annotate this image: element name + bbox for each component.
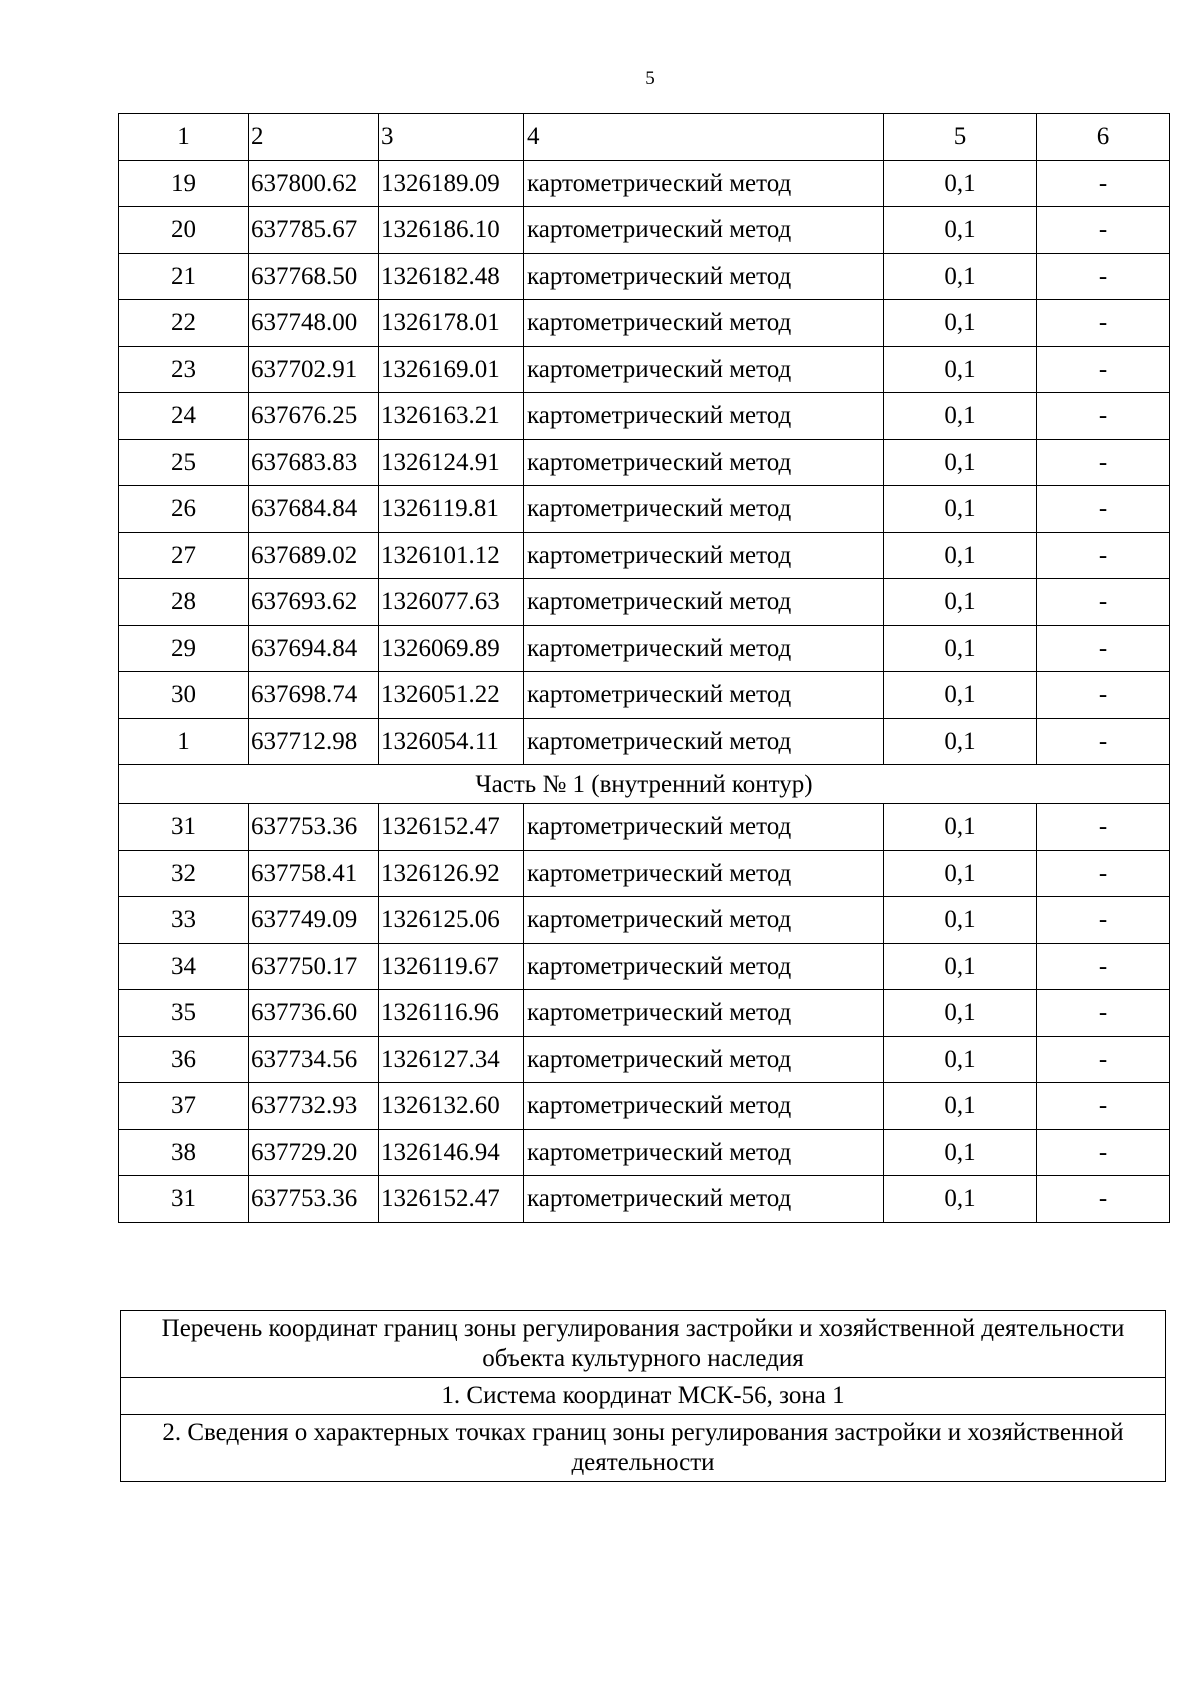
y-coordinate-cell: 1326101.12	[379, 532, 524, 579]
y-coordinate-cell: 1326116.96	[379, 990, 524, 1037]
point-number-cell: 35	[119, 990, 249, 1037]
table-row	[119, 990, 1170, 1037]
point-number-cell: 26	[119, 486, 249, 533]
method-cell: картометрический метод	[524, 532, 884, 579]
section-row	[119, 765, 1170, 804]
table-row	[119, 486, 1170, 533]
note-cell: -	[1037, 625, 1170, 672]
table-row	[119, 439, 1170, 486]
accuracy-cell: 0,1	[884, 207, 1037, 254]
point-number-cell: 25	[119, 439, 249, 486]
table-row	[119, 943, 1170, 990]
point-number-cell: 19	[119, 160, 249, 207]
accuracy-cell: 0,1	[884, 300, 1037, 347]
note-cell: -	[1037, 346, 1170, 393]
table-row	[119, 1176, 1170, 1223]
method-cell: картометрический метод	[524, 1129, 884, 1176]
accuracy-cell: 0,1	[884, 486, 1037, 533]
accuracy-cell: 0,1	[884, 850, 1037, 897]
note-cell: -	[1037, 393, 1170, 440]
method-cell: картометрический метод	[524, 1036, 884, 1083]
table-row	[119, 300, 1170, 347]
point-number-cell: 23	[119, 346, 249, 393]
y-coordinate-cell: 1326182.48	[379, 253, 524, 300]
x-coordinate-cell: 637753.36	[249, 1176, 379, 1223]
y-coordinate-cell: 1326119.81	[379, 486, 524, 533]
table-row	[119, 393, 1170, 440]
info-item-row	[121, 1415, 1166, 1482]
point-number-cell: 21	[119, 253, 249, 300]
point-number-cell: 34	[119, 943, 249, 990]
info-title: Перечень координат границ зоны регулирования застройки и хозяйственной деятельности объекта культурного наследия	[121, 1311, 1166, 1378]
method-cell: картометрический метод	[524, 579, 884, 626]
table-row	[119, 897, 1170, 944]
method-cell: картометрический метод	[524, 672, 884, 719]
point-number-cell: 31	[119, 804, 249, 851]
table-row	[119, 850, 1170, 897]
note-cell: -	[1037, 718, 1170, 765]
section-title: Часть № 1 (внутренний контур)	[119, 765, 1170, 804]
y-coordinate-cell: 1326152.47	[379, 804, 524, 851]
note-cell: -	[1037, 207, 1170, 254]
info-item-row	[121, 1378, 1166, 1415]
x-coordinate-cell: 637758.41	[249, 850, 379, 897]
column-header: 5	[884, 114, 1037, 161]
page-number: 5	[645, 68, 655, 89]
x-coordinate-cell: 637694.84	[249, 625, 379, 672]
y-coordinate-cell: 1326178.01	[379, 300, 524, 347]
y-coordinate-cell: 1326077.63	[379, 579, 524, 626]
method-cell: картометрический метод	[524, 300, 884, 347]
y-coordinate-cell: 1326189.09	[379, 160, 524, 207]
accuracy-cell: 0,1	[884, 718, 1037, 765]
point-number-cell: 33	[119, 897, 249, 944]
method-cell: картометрический метод	[524, 346, 884, 393]
accuracy-cell: 0,1	[884, 579, 1037, 626]
note-cell: -	[1037, 439, 1170, 486]
point-number-cell: 36	[119, 1036, 249, 1083]
y-coordinate-cell: 1326127.34	[379, 1036, 524, 1083]
x-coordinate-cell: 637702.91	[249, 346, 379, 393]
accuracy-cell: 0,1	[884, 625, 1037, 672]
coordinates-table	[118, 113, 1170, 1223]
y-coordinate-cell: 1326124.91	[379, 439, 524, 486]
note-cell: -	[1037, 897, 1170, 944]
method-cell: картометрический метод	[524, 253, 884, 300]
column-header: 4	[524, 114, 884, 161]
x-coordinate-cell: 637729.20	[249, 1129, 379, 1176]
accuracy-cell: 0,1	[884, 990, 1037, 1037]
note-cell: -	[1037, 1083, 1170, 1130]
method-cell: картометрический метод	[524, 850, 884, 897]
info-title-row	[121, 1311, 1166, 1378]
table-row	[119, 804, 1170, 851]
accuracy-cell: 0,1	[884, 346, 1037, 393]
y-coordinate-cell: 1326054.11	[379, 718, 524, 765]
y-coordinate-cell: 1326125.06	[379, 897, 524, 944]
note-cell: -	[1037, 579, 1170, 626]
y-coordinate-cell: 1326146.94	[379, 1129, 524, 1176]
x-coordinate-cell: 637785.67	[249, 207, 379, 254]
x-coordinate-cell: 637676.25	[249, 393, 379, 440]
table-row	[119, 532, 1170, 579]
method-cell: картометрический метод	[524, 625, 884, 672]
table-row	[119, 625, 1170, 672]
method-cell: картометрический метод	[524, 207, 884, 254]
note-cell: -	[1037, 943, 1170, 990]
accuracy-cell: 0,1	[884, 1036, 1037, 1083]
table-row	[119, 346, 1170, 393]
note-cell: -	[1037, 160, 1170, 207]
accuracy-cell: 0,1	[884, 1129, 1037, 1176]
y-coordinate-cell: 1326126.92	[379, 850, 524, 897]
info-table	[120, 1310, 1166, 1482]
note-cell: -	[1037, 1176, 1170, 1223]
coordinates-table-body	[119, 114, 1170, 1223]
y-coordinate-cell: 1326169.01	[379, 346, 524, 393]
point-number-cell: 22	[119, 300, 249, 347]
point-number-cell: 37	[119, 1083, 249, 1130]
point-number-cell: 32	[119, 850, 249, 897]
column-header: 3	[379, 114, 524, 161]
method-cell: картометрический метод	[524, 439, 884, 486]
point-number-cell: 20	[119, 207, 249, 254]
note-cell: -	[1037, 990, 1170, 1037]
x-coordinate-cell: 637734.56	[249, 1036, 379, 1083]
method-cell: картометрический метод	[524, 718, 884, 765]
accuracy-cell: 0,1	[884, 253, 1037, 300]
table-row	[119, 1083, 1170, 1130]
accuracy-cell: 0,1	[884, 672, 1037, 719]
table-row	[119, 1129, 1170, 1176]
boundary-points-item: 2. Сведения о характерных точках границ зоны регулирования застройки и хозяйственной деятельности	[121, 1415, 1166, 1482]
accuracy-cell: 0,1	[884, 943, 1037, 990]
method-cell: картометрический метод	[524, 486, 884, 533]
x-coordinate-cell: 637748.00	[249, 300, 379, 347]
note-cell: -	[1037, 1036, 1170, 1083]
y-coordinate-cell: 1326069.89	[379, 625, 524, 672]
accuracy-cell: 0,1	[884, 1083, 1037, 1130]
y-coordinate-cell: 1326152.47	[379, 1176, 524, 1223]
column-header: 1	[119, 114, 249, 161]
method-cell: картометрический метод	[524, 804, 884, 851]
x-coordinate-cell: 637732.93	[249, 1083, 379, 1130]
table-row	[119, 672, 1170, 719]
note-cell: -	[1037, 804, 1170, 851]
x-coordinate-cell: 637768.50	[249, 253, 379, 300]
table-row	[119, 718, 1170, 765]
column-header: 2	[249, 114, 379, 161]
method-cell: картометрический метод	[524, 897, 884, 944]
x-coordinate-cell: 637684.84	[249, 486, 379, 533]
table-row	[119, 1036, 1170, 1083]
method-cell: картометрический метод	[524, 393, 884, 440]
x-coordinate-cell: 637693.62	[249, 579, 379, 626]
x-coordinate-cell: 637800.62	[249, 160, 379, 207]
point-number-cell: 38	[119, 1129, 249, 1176]
point-number-cell: 24	[119, 393, 249, 440]
table-row	[119, 579, 1170, 626]
method-cell: картометрический метод	[524, 160, 884, 207]
accuracy-cell: 0,1	[884, 804, 1037, 851]
accuracy-cell: 0,1	[884, 393, 1037, 440]
method-cell: картометрический метод	[524, 990, 884, 1037]
y-coordinate-cell: 1326186.10	[379, 207, 524, 254]
note-cell: -	[1037, 850, 1170, 897]
point-number-cell: 27	[119, 532, 249, 579]
note-cell: -	[1037, 532, 1170, 579]
point-number-cell: 31	[119, 1176, 249, 1223]
accuracy-cell: 0,1	[884, 1176, 1037, 1223]
x-coordinate-cell: 637753.36	[249, 804, 379, 851]
column-header: 6	[1037, 114, 1170, 161]
x-coordinate-cell: 637736.60	[249, 990, 379, 1037]
method-cell: картометрический метод	[524, 943, 884, 990]
x-coordinate-cell: 637749.09	[249, 897, 379, 944]
note-cell: -	[1037, 300, 1170, 347]
method-cell: картометрический метод	[524, 1083, 884, 1130]
note-cell: -	[1037, 253, 1170, 300]
x-coordinate-cell: 637683.83	[249, 439, 379, 486]
x-coordinate-cell: 637712.98	[249, 718, 379, 765]
x-coordinate-cell: 637689.02	[249, 532, 379, 579]
accuracy-cell: 0,1	[884, 897, 1037, 944]
point-number-cell: 28	[119, 579, 249, 626]
x-coordinate-cell: 637698.74	[249, 672, 379, 719]
table-row	[119, 253, 1170, 300]
coordinate-system-item: 1. Система координат МСК-56, зона 1	[121, 1378, 1166, 1415]
accuracy-cell: 0,1	[884, 160, 1037, 207]
x-coordinate-cell: 637750.17	[249, 943, 379, 990]
accuracy-cell: 0,1	[884, 439, 1037, 486]
accuracy-cell: 0,1	[884, 532, 1037, 579]
note-cell: -	[1037, 1129, 1170, 1176]
header-row	[119, 114, 1170, 161]
y-coordinate-cell: 1326163.21	[379, 393, 524, 440]
table-row	[119, 160, 1170, 207]
point-number-cell: 29	[119, 625, 249, 672]
note-cell: -	[1037, 486, 1170, 533]
y-coordinate-cell: 1326132.60	[379, 1083, 524, 1130]
point-number-cell: 30	[119, 672, 249, 719]
point-number-cell: 1	[119, 718, 249, 765]
y-coordinate-cell: 1326051.22	[379, 672, 524, 719]
method-cell: картометрический метод	[524, 1176, 884, 1223]
note-cell: -	[1037, 672, 1170, 719]
table-row	[119, 207, 1170, 254]
y-coordinate-cell: 1326119.67	[379, 943, 524, 990]
